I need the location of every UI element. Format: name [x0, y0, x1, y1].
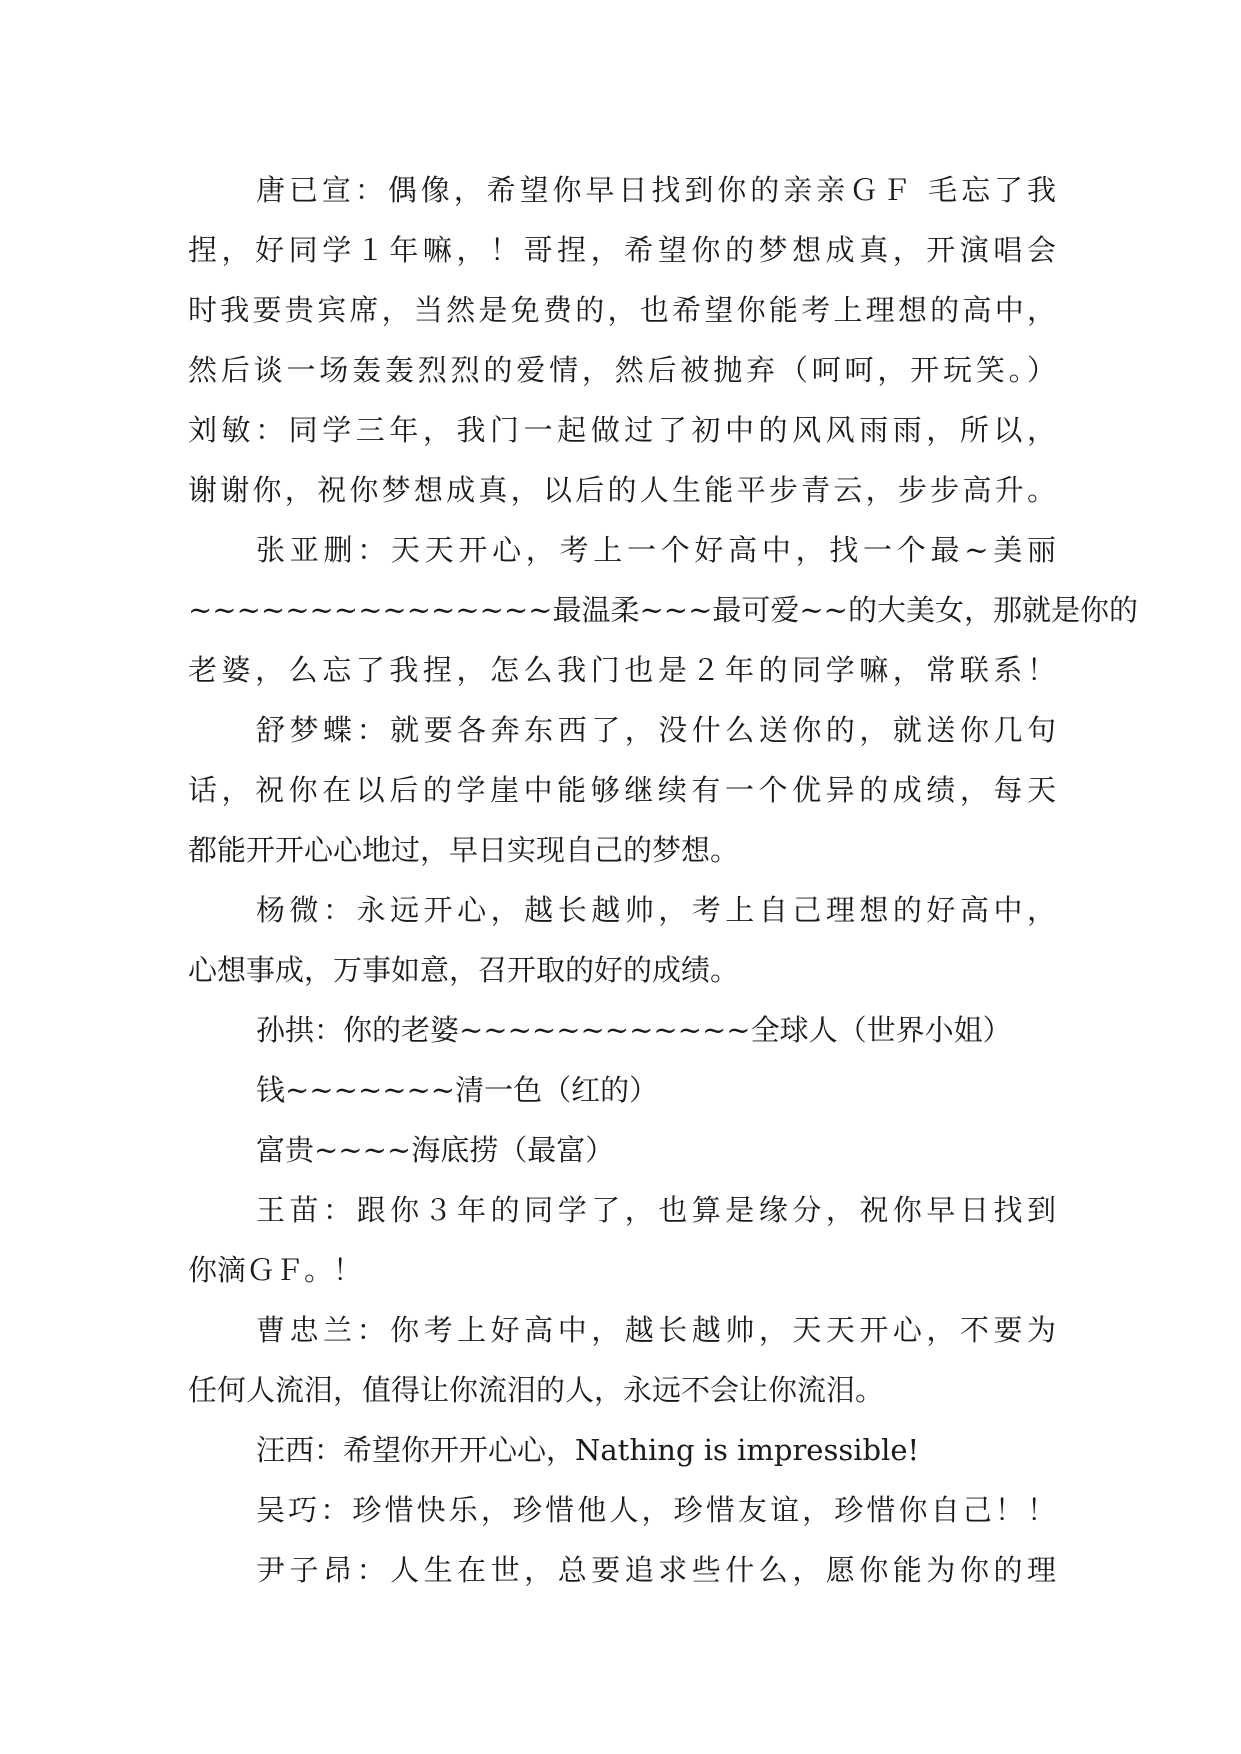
text-line: 都能开开心心地过，早日实现自己的梦想。: [188, 833, 740, 867]
text-line: 时我要贵宾席，当然是免费的，也希望你能考上理想的高中，: [188, 293, 1056, 327]
text-line: 富贵~~~~海底捞（最富）: [256, 1133, 615, 1167]
text-line: 吴巧：珍惜快乐，珍惜他人，珍惜友谊，珍惜你自己！！: [256, 1493, 1056, 1527]
text-line: 孙拱：你的老婆~~~~~~~~~~~~全球人（世界小姐）: [256, 1013, 1012, 1047]
text-line: 杨微：永远开心，越长越帅，考上自己理想的好高中，: [256, 893, 1056, 927]
text-line: 曹忠兰：你考上好高中，越长越帅，天天开心，不要为: [256, 1313, 1056, 1347]
text-line: 王苗：跟你３年的同学了，也算是缘分，祝你早日找到: [256, 1193, 1056, 1227]
text-line: 舒梦蝶：就要各奔东西了，没什么送你的，就送你几句: [256, 713, 1056, 747]
text-line: 刘敏：同学三年，我门一起做过了初中的风风雨雨，所以，: [188, 413, 1056, 447]
text-line: 钱~~~~~~~清一色（红的）: [256, 1073, 659, 1107]
text-line: 张亚删：天天开心，考上一个好高中，找一个最~美丽: [256, 533, 1056, 567]
document-body: [188, 160, 1138, 1600]
text-line: 捏，好同学１年嘛，！哥捏，希望你的梦想成真，开演唱会: [188, 233, 1056, 267]
text-line: ~~~~~~~~~~~~~~~最温柔~~~最可爱~~的大美女，那就是你的: [188, 593, 1138, 627]
text-line: 话，祝你在以后的学崖中能够继续有一个优异的成绩，每天: [188, 773, 1056, 807]
text-line: 唐已宣：偶像，希望你早日找到你的亲亲ＧＦ 毛忘了我: [256, 173, 1056, 207]
text-line: 心想事成，万事如意，召开取的好的成绩。: [188, 953, 740, 987]
text-line: 任何人流泪，值得让你流泪的人，永远不会让你流泪。: [188, 1373, 885, 1407]
text-line: 老婆，么忘了我捏，怎么我门也是２年的同学嘛，常联系！: [188, 653, 1056, 687]
text-line: 谢谢你，祝你梦想成真，以后的人生能平步青云，步步高升。: [188, 473, 1056, 507]
text-line: 尹子昂：人生在世，总要追求些什么，愿你能为你的理: [256, 1553, 1056, 1587]
text-line: 你滴ＧＦ。！: [188, 1253, 363, 1287]
text-line: 然后谈一场轰轰烈烈的爱情，然后被抛弃（呵呵，开玩笑。）: [188, 353, 1056, 387]
text-line: 汪西：希望你开开心心，Nathing is impressible!: [256, 1433, 920, 1467]
